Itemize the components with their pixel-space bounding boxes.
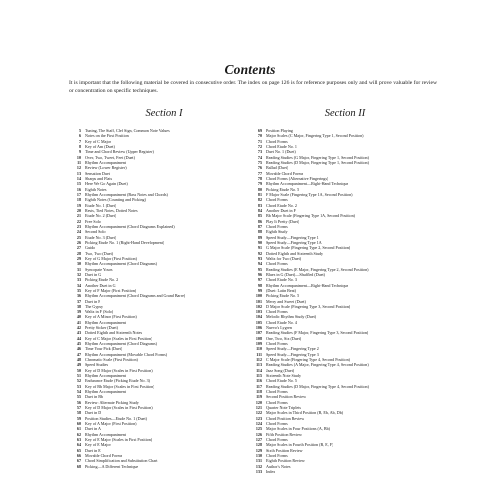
entry-title: Reading Studies (E Major, Fingering Type 2, Second Position) xyxy=(266,266,369,272)
entry-title: Chord Forms xyxy=(266,453,288,459)
entry-title: Rhythm Accompaniment xyxy=(85,373,127,379)
entry-title: Chord Forms xyxy=(266,341,288,347)
entry-page-number: 110 xyxy=(256,346,262,352)
entry-page-number: 101 xyxy=(255,298,262,304)
entry-title: Key of D Major (Scales in First Position) xyxy=(85,405,153,411)
entry-title: Second Solo xyxy=(85,229,106,235)
entry-title: Rhythm Accompaniment (Bass Notes and Chords) xyxy=(85,191,168,197)
entry-title: Chord Forms xyxy=(266,421,288,427)
entry-page-number: 126 xyxy=(255,431,262,437)
entry-page-number: 45 xyxy=(76,341,81,347)
entry-title: The Gypsy xyxy=(85,303,104,309)
entry-page-number: 99 xyxy=(257,287,262,293)
entry-title: Duet in F xyxy=(85,298,101,304)
entry-title: Movable Chord Forms xyxy=(85,453,123,459)
entry-title: Chord Forms xyxy=(266,223,288,229)
entry-title: Chromatic Scale (First Position) xyxy=(85,357,138,363)
entry-page-number: 88 xyxy=(257,229,262,235)
entry-title: Dotted Eighth and Sixteenth Notes xyxy=(85,330,143,336)
entry-page-number: 94 xyxy=(257,261,262,267)
entry-title: Author's Notes xyxy=(266,463,291,469)
entry-page-number: 77 xyxy=(257,170,262,176)
entry-title: Chord Forms xyxy=(266,389,288,395)
entry-page-number: 66 xyxy=(76,453,81,459)
entry-title: Sixteenth Note Study xyxy=(266,373,302,379)
entry-page-number: 44 xyxy=(76,335,81,341)
section-2-list xyxy=(250,128,440,474)
entry-page-number: 128 xyxy=(255,442,262,448)
entry-page-number: 36 xyxy=(76,293,81,299)
entry-page-number: 69 xyxy=(257,128,262,133)
entry-title: Eighth Study xyxy=(266,229,288,235)
entry-title: Etude No. 1 (Duet) xyxy=(85,202,117,208)
entry-page-number: 23 xyxy=(76,223,81,229)
entry-page-number: 55 xyxy=(76,394,81,400)
entry-title: Chord Etude No. 1 xyxy=(266,143,297,149)
entry-page-number: 125 xyxy=(255,426,262,432)
entry-title: Chord Etude No. 5 xyxy=(266,378,297,384)
entry-title: Speed Study—Fingering Type 1A xyxy=(266,239,322,245)
entry-title: Play It Pretty (Duet) xyxy=(266,218,300,224)
entry-page-number: 61 xyxy=(76,426,81,432)
entry-title: Sensation Duet xyxy=(85,170,110,176)
entry-title: Quarter Note Triplets xyxy=(266,405,302,411)
entry-page-number: 130 xyxy=(255,453,262,459)
entry-title: Key of E Major (Scales in First Position) xyxy=(85,437,153,443)
entry-page-number: 14 xyxy=(76,175,81,181)
entry-title: Merry and Sweet (Duet) xyxy=(266,298,306,304)
entry-title: Rhythm Accompaniment (Chord Diagrams) xyxy=(85,261,157,267)
entry-title: Rhythm Accompaniment (Chord Diagrams and Grand Barre) xyxy=(85,293,186,299)
entry-title: Key of Am (Duet) xyxy=(85,143,115,149)
entry-page-number: 98 xyxy=(257,282,262,288)
entry-title: Reading Studies (D Major, Fingering Type 4, Second Position) xyxy=(266,383,369,389)
entry-page-number: 97 xyxy=(257,277,262,283)
entry-title: Chord Position Review xyxy=(266,415,305,421)
entry-title: Rhythm Accompaniment (Movable Chord Forms) xyxy=(85,351,168,357)
entry-page-number: 6 xyxy=(78,133,81,139)
entry-title: Major Scales in Fourth Position (B, E, F) xyxy=(266,442,334,448)
entry-page-number: 84 xyxy=(257,207,262,213)
entry-page-number: 20 xyxy=(76,207,81,213)
entry-title: Speed Study—Fingering Type 3 xyxy=(266,351,319,357)
entry-title: Etude No. 2 (Duet) xyxy=(85,213,117,219)
entry-page-number: 112 xyxy=(256,357,262,363)
entry-page-number: 46 xyxy=(76,346,81,352)
entry-title: Rhythm Accompaniment xyxy=(85,319,127,325)
entry-page-number: 19 xyxy=(76,202,81,208)
entry-title: Chord Etude No. 2 xyxy=(266,202,297,208)
entry-title: Notes on the First Position xyxy=(85,133,129,139)
entry-title: Chord Forms xyxy=(266,437,288,443)
entry-title: Guido xyxy=(85,245,96,251)
entry-page-number: 24 xyxy=(76,229,81,235)
entry-title: Eighth Position Review xyxy=(266,458,305,464)
entry-page-number: 92 xyxy=(257,250,262,256)
entry-page-number: 111 xyxy=(256,351,262,357)
entry-page-number: 76 xyxy=(257,165,262,171)
entry-title: Bb Major Scale (Fingering Type 1A, Second Position) xyxy=(266,213,356,219)
entry-title: Review: Alternate Picking Study xyxy=(85,399,139,405)
entry-title: Eighth Notes (Counting and Picking) xyxy=(85,197,146,203)
entry-page-number: 48 xyxy=(76,357,81,363)
entry-page-number: 49 xyxy=(76,362,81,368)
section-1-heading: Section I xyxy=(145,108,183,119)
entry-page-number: 62 xyxy=(76,431,81,437)
entry-title: C Major Scale (Fingering Type 4, Second Position) xyxy=(266,357,351,363)
entry-page-number: 71 xyxy=(257,138,262,144)
entry-title: Rhythm Accompaniment xyxy=(85,159,127,165)
entry-page-number: 86 xyxy=(257,218,262,224)
entry-page-number: 58 xyxy=(76,410,81,416)
contents-entry xyxy=(250,469,440,474)
page-title: Contents xyxy=(224,62,276,77)
entry-title: Key of E Major xyxy=(85,442,111,448)
entry-page-number: 39 xyxy=(76,309,81,315)
entry-title: (Duet: Latin Beat) xyxy=(266,287,297,293)
entry-page-number: 83 xyxy=(257,202,262,208)
entry-page-number: 116 xyxy=(256,378,262,384)
entry-title: Chord Forms xyxy=(266,261,288,267)
entry-title: Fifth Position Review xyxy=(266,431,302,437)
entry-title: G Major Scale (Fingering Type 2, Second Position) xyxy=(266,245,351,251)
entry-page-number: 123 xyxy=(255,415,262,421)
entry-page-number: 108 xyxy=(255,335,262,341)
entry-title: Chord Simplification and Substitution Chart xyxy=(85,458,158,464)
entry-page-number: 26 xyxy=(76,239,81,245)
entry-page-number: 95 xyxy=(257,266,262,272)
entry-page-number: 37 xyxy=(76,298,81,304)
entry-title: Chord Forms xyxy=(266,399,288,405)
entry-page-number: 93 xyxy=(257,255,262,261)
entry-title: Duet in E xyxy=(85,447,101,453)
entry-title: Duet in A xyxy=(85,426,101,432)
entry-page-number: 82 xyxy=(257,197,262,203)
entry-page-number: 122 xyxy=(255,410,262,416)
entry-title: Time Your Pick (Duet) xyxy=(85,346,123,352)
entry-page-number: 27 xyxy=(76,245,81,251)
entry-title: Waltz for Two (Duet) xyxy=(266,255,302,261)
entry-page-number: 81 xyxy=(257,191,262,197)
entry-title: Rhythm Accompaniment (Chord Diagrams) xyxy=(85,341,157,347)
entry-page-number: 72 xyxy=(257,143,262,149)
entry-title: Picking—A Different Technique xyxy=(85,463,139,469)
entry-page-number: 131 xyxy=(255,458,262,464)
entry-title: Endurance Etude (Picking Etude No. 3) xyxy=(85,378,151,384)
entry-page-number: 96 xyxy=(257,271,262,277)
entry-page-number: 43 xyxy=(76,330,81,336)
entry-title: Speed Study—Fingering Type 1 xyxy=(266,234,319,240)
entry-page-number: 75 xyxy=(257,159,262,165)
section-1-list xyxy=(69,128,249,469)
entry-page-number: 29 xyxy=(76,255,81,261)
entry-page-number: 107 xyxy=(255,330,262,336)
entry-page-number: 73 xyxy=(257,149,262,155)
entry-page-number: 132 xyxy=(255,463,262,469)
entry-title: Rhythm Accompaniment xyxy=(85,389,127,395)
entry-page-number: 42 xyxy=(76,325,81,331)
entry-title: Blues in G (Duet)—Shuffled (Duet) xyxy=(266,271,326,277)
entry-title: Reading Studies (G Major, Fingering Type 1, Second Position) xyxy=(266,154,369,160)
entry-page-number: 59 xyxy=(76,415,81,421)
entry-page-number: 16 xyxy=(76,186,81,192)
entry-title: Another Duet in F xyxy=(266,207,296,213)
entry-page-number: 120 xyxy=(255,399,262,405)
entry-page-number: 78 xyxy=(257,175,262,181)
entry-title: Reading Studies (D Major, Fingering Type 1, Second Position) xyxy=(266,159,369,165)
entry-page-number: 89 xyxy=(257,234,262,240)
entry-page-number: 18 xyxy=(76,197,81,203)
entry-title: Picking Etude No. 2 xyxy=(85,277,119,283)
entry-page-number: 70 xyxy=(257,133,262,139)
entry-page-number: 38 xyxy=(76,303,81,309)
entry-title: Syncopate Yours xyxy=(85,266,113,272)
entry-page-number: 102 xyxy=(255,303,262,309)
entry-title: Key of F Major (First Position) xyxy=(85,287,137,293)
entry-title: Chord Forms xyxy=(266,309,288,315)
entry-title: Speed Study—Fingering Type 2 xyxy=(266,346,319,352)
entry-page-number: 74 xyxy=(257,154,262,160)
entry-page-number: 56 xyxy=(76,399,81,405)
entry-page-number: 40 xyxy=(76,314,81,320)
entry-page-number: 85 xyxy=(257,213,262,219)
entry-title: Key of A Major (First Position) xyxy=(85,421,137,427)
entry-title: Nuevo's Lygren xyxy=(266,325,292,331)
entry-title: Melodic Rhythm Study (Duet) xyxy=(266,314,317,320)
entry-title: Duet in D xyxy=(85,410,102,416)
entry-page-number: 32 xyxy=(76,271,81,277)
entry-title: Waltz in F (Solo) xyxy=(85,309,114,315)
entry-page-number: 90 xyxy=(257,239,262,245)
entry-title: Another Duet in G xyxy=(85,282,116,288)
entry-page-number: 15 xyxy=(76,181,81,187)
entry-page-number: 103 xyxy=(255,309,262,315)
entry-title: Dotted Eighth and Sixteenth Study xyxy=(266,250,324,256)
entry-page-number: 129 xyxy=(255,447,262,453)
entry-title: Free Solo xyxy=(85,218,101,224)
entry-title: Jazz Song (Duet) xyxy=(266,367,295,373)
entry-page-number: 121 xyxy=(255,405,262,411)
entry-title: Duet in G xyxy=(85,271,102,277)
entry-page-number: 79 xyxy=(257,181,262,187)
entry-page-number: 63 xyxy=(76,437,81,443)
entry-title: Position Playing xyxy=(266,128,293,133)
entry-page-number: 35 xyxy=(76,287,81,293)
entry-title: Duet in Bb xyxy=(85,394,103,400)
entry-page-number: 53 xyxy=(76,383,81,389)
entry-page-number: 67 xyxy=(76,458,81,464)
entry-title: Speed Studies xyxy=(85,362,109,368)
entry-title: Chord Etude No. 3 xyxy=(266,277,297,283)
entry-page-number: 52 xyxy=(76,378,81,384)
entry-title: Chord Forms (Alternative Fingerings) xyxy=(266,175,329,181)
contents-entry xyxy=(69,464,249,469)
entry-title: Movable Chord Forms xyxy=(266,170,304,176)
entry-title: Sharps and Flats xyxy=(85,175,113,181)
entry-page-number: 113 xyxy=(256,362,262,368)
entry-page-number: 104 xyxy=(255,314,262,320)
entry-title: Two, Two (Duet) xyxy=(85,250,114,256)
entry-title: Rhythm Accompaniment (Chord Diagrams Explained) xyxy=(85,223,175,229)
entry-title: One, Two, Six (Duet) xyxy=(266,335,302,341)
entry-page-number: 25 xyxy=(76,234,81,240)
entry-page-number: 7 xyxy=(78,138,81,144)
entry-page-number: 127 xyxy=(255,437,262,443)
entry-title: Review (Lower Register) xyxy=(85,165,127,171)
entry-title: Chord Forms xyxy=(266,197,288,203)
entry-title: Eighth Notes xyxy=(85,186,107,192)
entry-page-number: 22 xyxy=(76,218,81,224)
entry-page-number: 114 xyxy=(256,367,262,373)
entry-title: Ballad (Duet) xyxy=(266,165,289,171)
entry-page-number: 5 xyxy=(78,128,81,133)
entry-title: Chord Etude No. 4 xyxy=(266,319,297,325)
entry-title: Tuning, The Staff, Clef Sign, Common Note Values xyxy=(85,128,170,133)
entry-page-number: 9 xyxy=(78,149,81,155)
entry-title: Rhythm Accompaniment—Right-Hand Technique xyxy=(266,181,349,187)
entry-title: Key of A Minor (First Position) xyxy=(85,314,137,320)
entry-title: Second Position Review xyxy=(266,394,307,400)
entry-page-number: 124 xyxy=(255,421,262,427)
entry-page-number: 50 xyxy=(76,367,81,373)
entry-page-number: 10 xyxy=(76,154,81,160)
entry-title: Time and Chord Review (Upper Register) xyxy=(85,149,154,155)
entry-page-number: 47 xyxy=(76,351,81,357)
entry-page-number: 8 xyxy=(78,143,81,149)
entry-title: Rests, Tied Notes, Dotted Notes xyxy=(85,207,138,213)
entry-title: Major Scales in Third Position (B, Eb, Ab, Db) xyxy=(266,410,344,416)
entry-title: Index xyxy=(266,469,276,474)
intro-paragraph: It is important that the following material be covered in consecutive order. The index on page 126 is for reference purposes only and will prove valuable for review or concentration on specific techniques. xyxy=(69,80,437,94)
entry-page-number: 30 xyxy=(76,261,81,267)
entry-page-number: 31 xyxy=(76,266,81,272)
entry-page-number: 80 xyxy=(257,186,262,192)
entry-title: Key of C Major xyxy=(85,138,112,144)
entry-title: Picking Etude No. 5 xyxy=(266,186,300,192)
entry-title: Duet No. 1 (Duet) xyxy=(266,149,296,155)
entry-page-number: 13 xyxy=(76,170,81,176)
entry-title: Major Scales in Four Positions (A, Bb) xyxy=(266,426,331,432)
entry-page-number: 115 xyxy=(256,373,262,379)
entry-page-number: 51 xyxy=(76,373,81,379)
entry-page-number: 117 xyxy=(256,383,262,389)
entry-title: Picking Etude No. 5 xyxy=(266,293,300,299)
entry-page-number: 64 xyxy=(76,442,81,448)
entry-title: Sixth Position Review xyxy=(266,447,303,453)
entry-page-number: 33 xyxy=(76,277,81,283)
entry-page-number: 34 xyxy=(76,282,81,288)
entry-title: Reading Studies (A Major, Fingering Type 4, Second Position) xyxy=(266,362,369,368)
entry-page-number: 41 xyxy=(76,319,81,325)
entry-page-number: 11 xyxy=(77,159,81,165)
entry-page-number: 106 xyxy=(255,325,262,331)
entry-title: Rhythm Accompaniment—Right-Hand Technique xyxy=(266,282,349,288)
entry-page-number: 133 xyxy=(255,469,262,474)
entry-page-number: 17 xyxy=(76,191,81,197)
entry-title: Major Scales (C Major, Fingering Type 1, Second Position) xyxy=(266,133,364,139)
entry-page-number: 118 xyxy=(256,389,262,395)
entry-page-number: 54 xyxy=(76,389,81,395)
entry-page-number: 12 xyxy=(76,165,81,171)
entry-title: Here We Go Again (Duet) xyxy=(85,181,128,187)
entry-page-number: 109 xyxy=(255,341,262,347)
entry-page-number: 105 xyxy=(255,319,262,325)
entry-title: D Major Scale (Fingering Type 3, Second Position) xyxy=(266,303,351,309)
entry-title: Chord Forms xyxy=(266,138,288,144)
entry-title: Key of C Major (Scales in First Position) xyxy=(85,335,153,341)
entry-title: Picking Etude No. 1 (Right-Hand Development) xyxy=(85,239,165,245)
entry-page-number: 119 xyxy=(256,394,262,400)
entry-title: Key of Bb Major (Scales in First Position) xyxy=(85,383,155,389)
entry-title: Etude No. 3 (Duet) xyxy=(85,234,117,240)
entry-title: Reading Studies (F Major, Fingering Type 3, Second Position) xyxy=(266,330,369,336)
entry-page-number: 68 xyxy=(76,463,81,469)
entry-page-number: 21 xyxy=(76,213,81,219)
entry-title: Rhythm Accompaniment xyxy=(85,431,127,437)
entry-title: Key of D Major (Scales in First Position) xyxy=(85,367,153,373)
entry-title: Key of G Major (First Position) xyxy=(85,255,137,261)
entry-page-number: 60 xyxy=(76,421,81,427)
entry-title: Pretty Sicker (Duet) xyxy=(85,325,118,331)
entry-page-number: 91 xyxy=(257,245,262,251)
entry-page-number: 57 xyxy=(76,405,81,411)
entry-page-number: 100 xyxy=(255,293,262,299)
section-2-heading: Section II xyxy=(324,108,366,119)
entry-title: Over, Two, Tweet, Feet (Duet) xyxy=(85,154,135,160)
entry-title: Position Studies—Etude No. 1 (Duet) xyxy=(85,415,147,421)
entry-page-number: 65 xyxy=(76,447,81,453)
entry-title: F Major Scale (Fingering Type 1A, Second Position) xyxy=(266,191,353,197)
entry-page-number: 28 xyxy=(76,250,81,256)
entry-page-number: 87 xyxy=(257,223,262,229)
